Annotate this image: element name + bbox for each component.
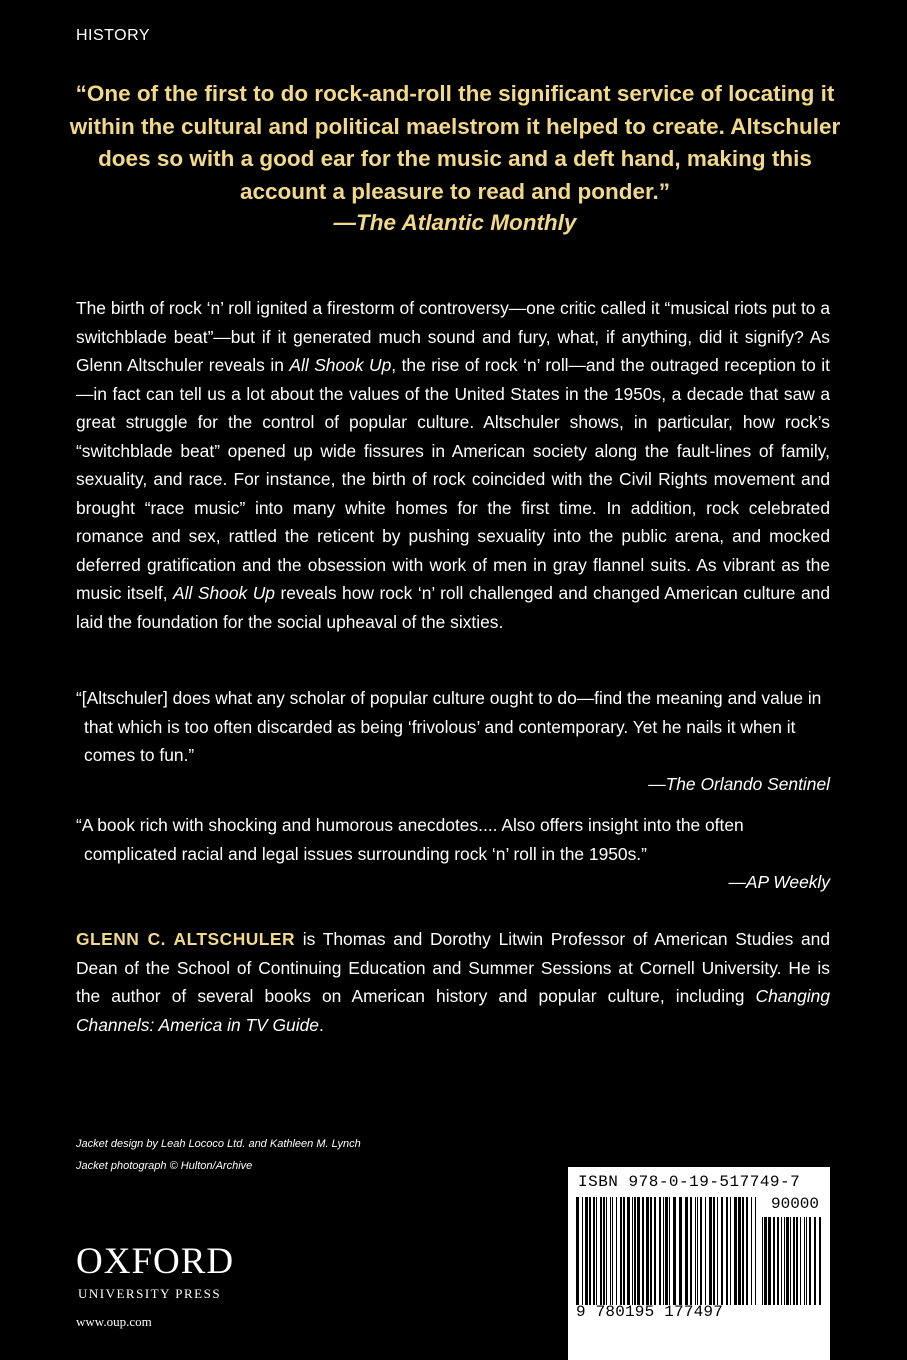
barcode-bar <box>690 1197 692 1305</box>
barcode-bar <box>751 1197 752 1305</box>
barcode-bar <box>713 1197 715 1305</box>
synopsis-part1: The birth of rock ‘n’ roll ignited a firestorm of controversy—one critic called it “musical riots put to a switchblade beat”—but if it generated much sound and fury, what, if anything, did it signify? As Glenn Altschuler reveals in <box>76 298 830 375</box>
lead-quote: “One of the first to do rock-and-roll the significant service of locating it within the cultural and political maelstrom it helped to create. Altschuler does so with a good ear for the music and a deft hand, making this account a pleasure to read and ponder.” <box>69 81 841 204</box>
barcode-bar <box>717 1197 718 1305</box>
barcode-bar <box>700 1197 702 1305</box>
category-label: HISTORY <box>76 27 151 44</box>
barcode-bar <box>709 1197 712 1305</box>
barcode-bar <box>650 1197 652 1305</box>
barcode-bar <box>762 1217 763 1305</box>
barcode-bar <box>695 1197 696 1305</box>
barcode-bar <box>786 1217 789 1305</box>
jacket-design-credit: Jacket design by Leah Lococo Ltd. and Kathleen M. Lynch <box>76 1138 361 1150</box>
barcode-bar <box>730 1197 731 1305</box>
author-bio-end: . <box>318 1014 324 1035</box>
barcode-bar <box>755 1197 756 1305</box>
barcode-main-bars <box>576 1197 758 1305</box>
barcode-bar <box>738 1197 741 1305</box>
isbn-text: ISBN 978-0-19-517749-7 <box>578 1173 801 1191</box>
jacket-credits <box>76 1133 361 1177</box>
barcode-bar <box>806 1217 807 1305</box>
barcode-bar <box>589 1197 591 1305</box>
publisher-press: UNIVERSITY PRESS <box>78 1286 222 1301</box>
review-source: —The Orlando Sentinel <box>648 773 830 794</box>
synopsis <box>76 294 830 636</box>
barcode-bar <box>659 1197 661 1305</box>
barcode-bar <box>665 1197 668 1305</box>
barcode-bar <box>804 1217 805 1305</box>
barcode-bar <box>764 1217 767 1305</box>
barcode-bar <box>637 1197 640 1305</box>
synopsis-book-title: All Shook Up <box>173 583 275 603</box>
barcode-bar <box>610 1197 611 1305</box>
barcode-bar <box>620 1197 622 1305</box>
barcode-bar <box>673 1197 676 1305</box>
review-text: “[Altschuler] does what any scholar of popular culture ought to do—find the meaning and value in that which is too often discarded as being ‘frivolous’ and contemporary. Yet he nails it when it comes to fun.” <box>76 688 822 765</box>
author-name: GLENN C. ALTSCHULER <box>76 929 296 949</box>
review-quote <box>76 684 830 798</box>
synopsis-book-title: All Shook Up <box>289 355 392 375</box>
review-text: “A book rich with shocking and humorous anecdotes.... Also offers insight into the often complicated racial and legal issues surrounding rock ‘n’ roll in the 1950s.” <box>76 815 744 864</box>
barcode-bar <box>819 1217 821 1305</box>
barcode-bar <box>784 1217 785 1305</box>
author-bio <box>76 925 830 1039</box>
review-quote <box>76 811 830 897</box>
barcode-bar <box>734 1197 737 1305</box>
barcode-bar <box>593 1197 595 1305</box>
barcode-bar <box>726 1197 728 1305</box>
isbn-barcode <box>568 1167 830 1360</box>
barcode-bar <box>596 1197 597 1305</box>
barcode-bar <box>632 1197 633 1305</box>
barcode-bar <box>679 1197 682 1305</box>
barcode-bar <box>603 1197 605 1305</box>
barcode-bar <box>742 1197 744 1305</box>
barcode-bar <box>627 1197 630 1305</box>
barcode-bar <box>616 1197 617 1305</box>
barcode-bar <box>796 1217 798 1305</box>
barcode-bar <box>768 1217 771 1305</box>
barcode-bar <box>781 1217 782 1305</box>
lead-quote-source: —The Atlantic Monthly <box>333 210 577 235</box>
barcode-bar <box>773 1217 775 1305</box>
review-source: —AP Weekly <box>728 872 830 892</box>
barcode-bar <box>576 1197 579 1305</box>
barcode-bar <box>800 1217 801 1305</box>
barcode-bar <box>746 1197 748 1305</box>
author-bio-text: is Thomas and Dorothy Litwin Professor of American Studies and Dean of the School of Continuing Education and Summer Sessions at Cornell University. He is the author of several books on American history and popular culture, including <box>76 929 830 1006</box>
barcode-bar <box>585 1197 588 1305</box>
barcode-bar <box>606 1197 607 1305</box>
barcode-bar <box>814 1217 816 1305</box>
barcode-bar <box>582 1197 583 1305</box>
barcode-bar <box>669 1197 670 1305</box>
author-book-title: Changing Channels: America in TV Guide <box>76 986 830 1035</box>
barcode-bar <box>634 1197 636 1305</box>
barcode-bar <box>646 1197 649 1305</box>
barcode-addon-digits: 90000 <box>770 1195 819 1213</box>
publisher-logo <box>76 1242 234 1330</box>
barcode-bar <box>721 1197 723 1305</box>
jacket-photo-credit: Jacket photograph © Hulton/Archive <box>76 1160 253 1172</box>
barcode-bar <box>777 1217 779 1305</box>
barcode-bar <box>809 1217 811 1305</box>
barcode-digits: 9 780195 177497 <box>576 1303 724 1321</box>
barcode-bar <box>654 1197 656 1305</box>
barcode-bar <box>623 1197 625 1305</box>
synopsis-part2: , the rise of rock ‘n’ roll—and the outraged reception to it—in fact can tell us a lot about the values of the United States in the 1950s, a decade that saw a great struggle for the control of popular culture. Altschuler shows, in particular, how rock’s “switchblade beat” opened up wide fissures in American society along the fault-lines of family, sexuality, and race. For instance, the birth of rock coincided with the Civil Rights movement and brought “race music” into many white homes for the first time. In addition, rock celebrated romance and sex, rattled the reticent by pushing sexuality into the public arena, and mocked deferred gratification and the obsession with work of men in gray flannel suits. As vibrant as the music itself, <box>76 355 830 603</box>
barcode-bar <box>685 1197 688 1305</box>
publisher-name: OXFORD <box>76 1241 235 1282</box>
barcode-bar <box>663 1197 664 1305</box>
barcode-bar <box>793 1217 795 1305</box>
barcode-bar <box>790 1217 791 1305</box>
barcode-bar <box>612 1197 613 1305</box>
synopsis-part3: reveals how rock ‘n’ roll challenged and changed American culture and laid the foundation for the social upheaval of the sixties. <box>76 583 830 632</box>
barcode-bar <box>600 1197 602 1305</box>
barcode-bar <box>705 1197 706 1305</box>
barcode-addon-bars <box>762 1217 824 1305</box>
barcode-bar <box>697 1197 698 1305</box>
publisher-url: www.oup.com <box>76 1314 152 1329</box>
barcode-bar <box>642 1197 644 1305</box>
